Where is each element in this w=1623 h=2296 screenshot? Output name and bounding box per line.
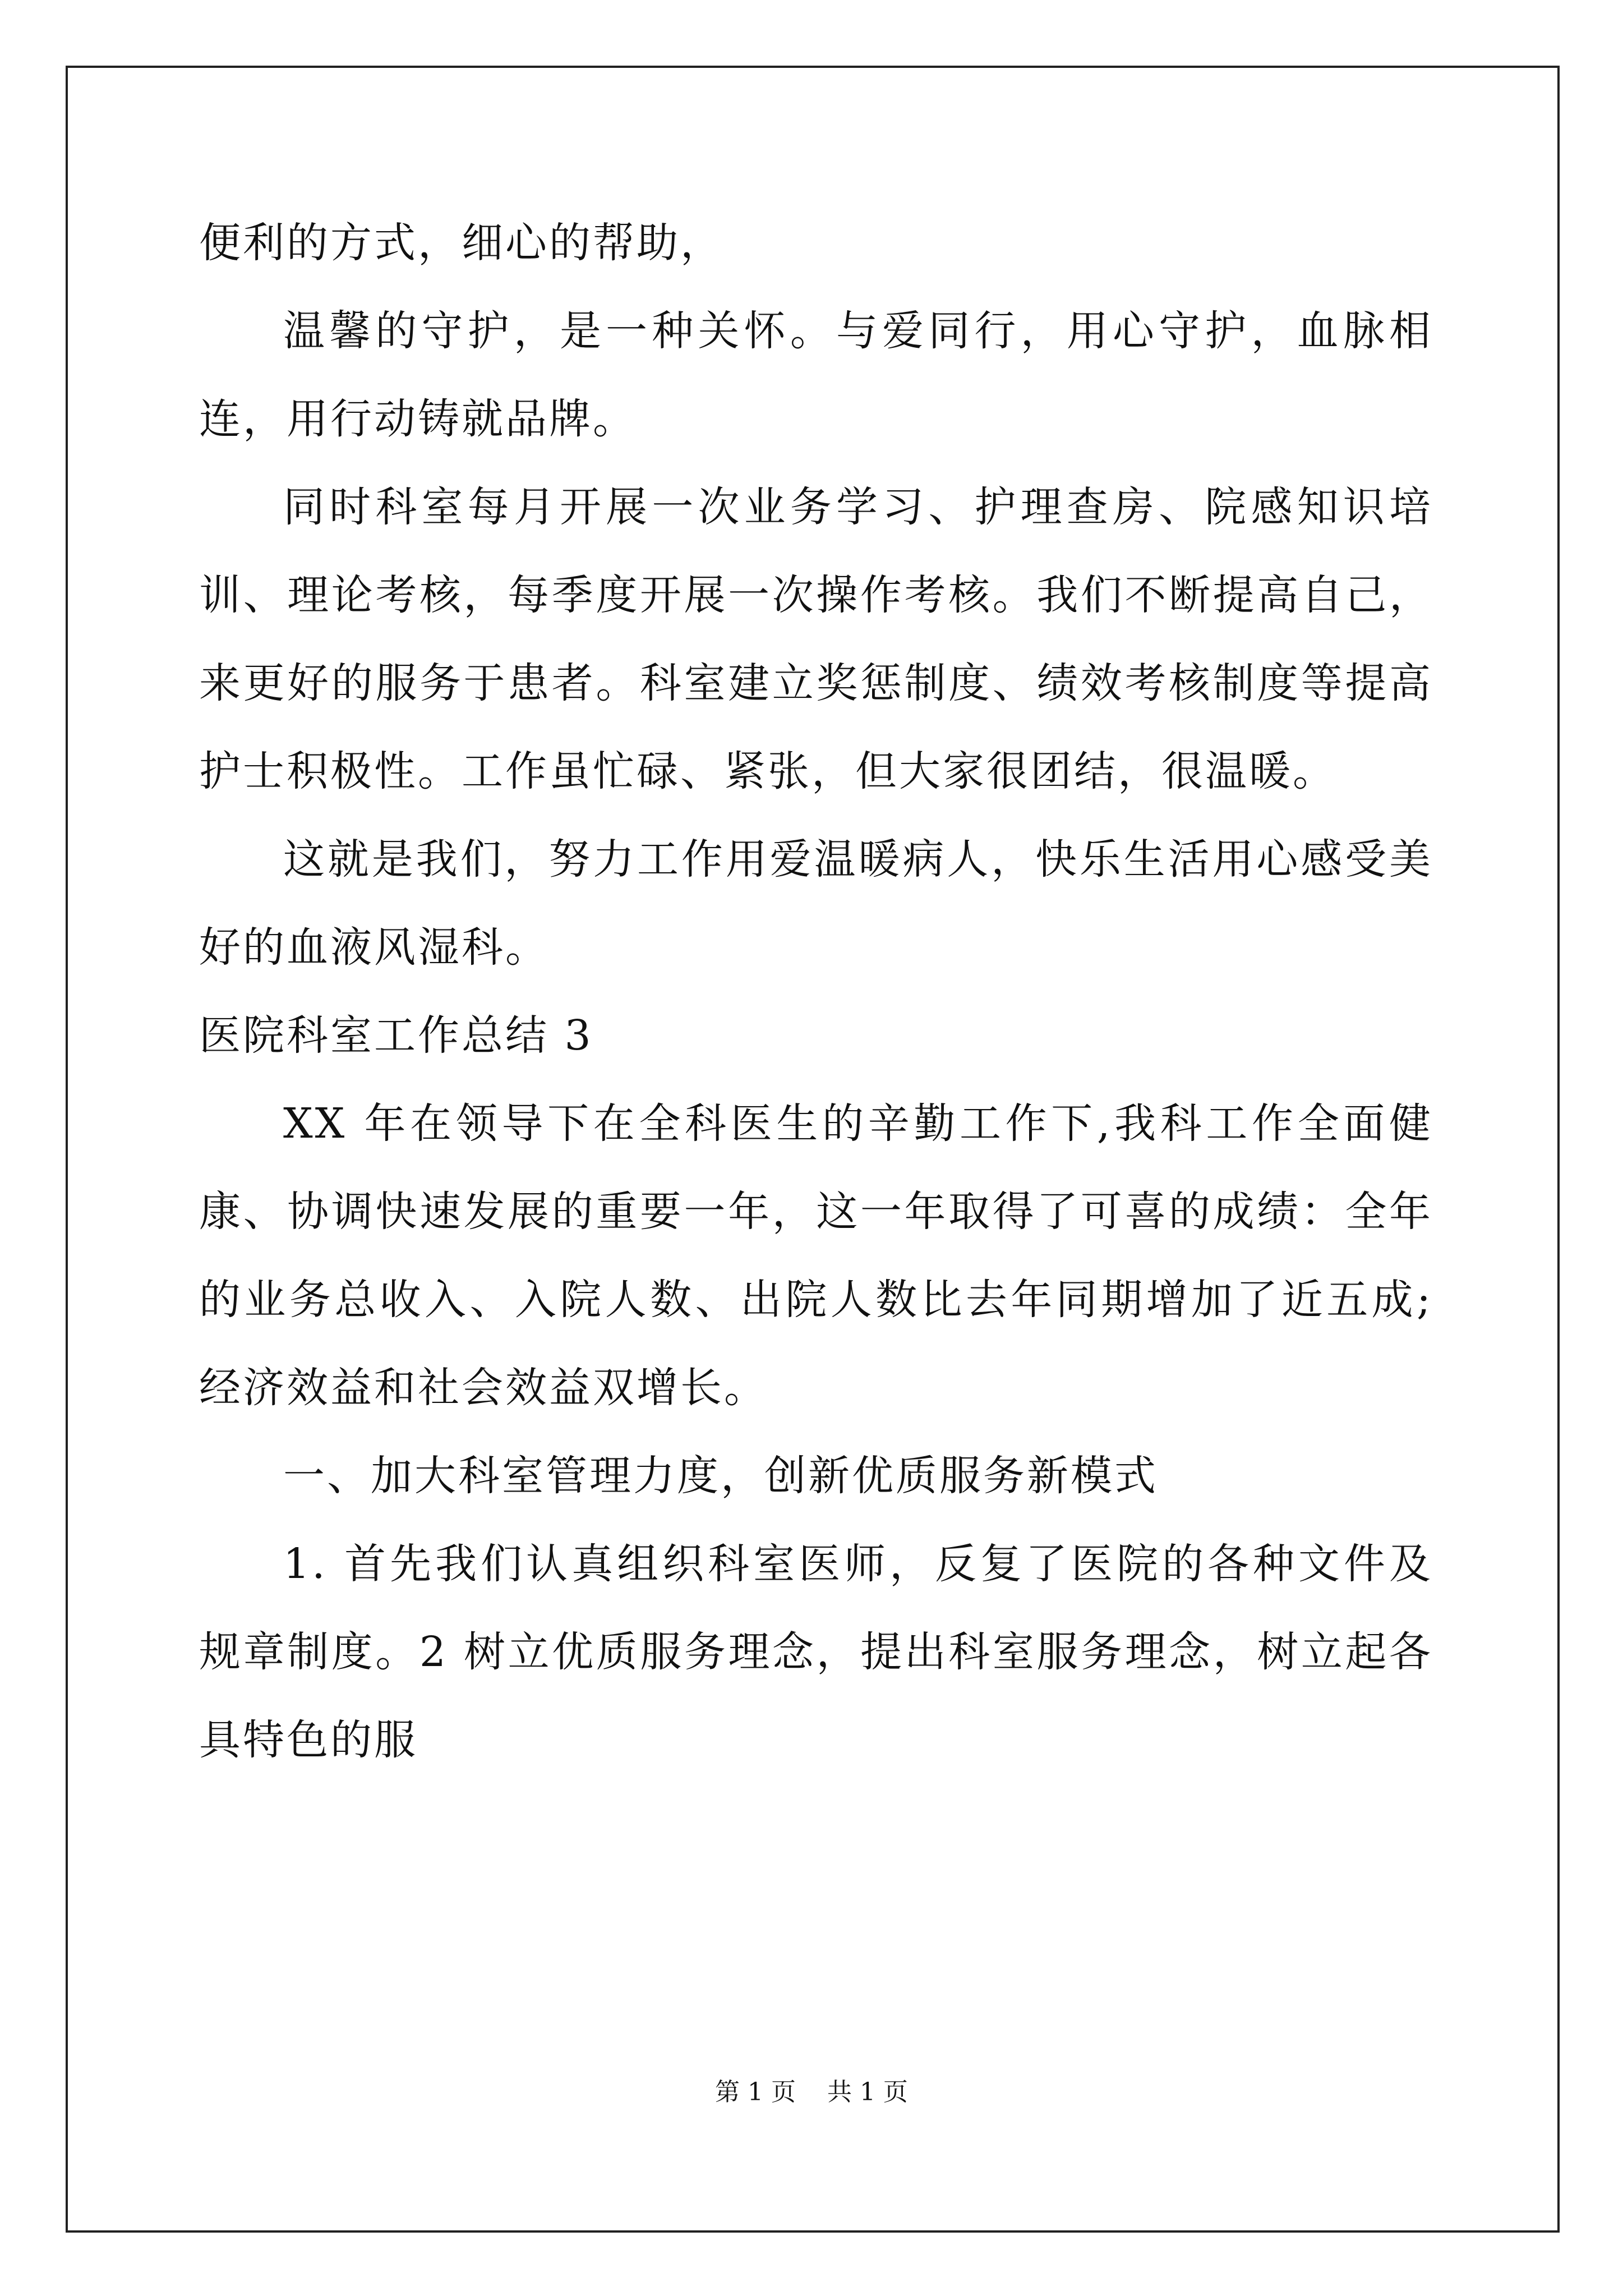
page-number-label: 第 1 页 共 1 页 [715,2078,908,2106]
page-footer [0,2076,1623,2109]
section-heading: 医院科室工作总结 3 [199,1011,593,1060]
subsection-heading: 一、加大科室管理力度，创新优质服务新模式 [283,1452,1158,1500]
document-body [199,199,1433,1784]
paragraph-1: 便利的方式，细心的帮助， [199,219,724,267]
paragraph-4: 这就是我们，努力工作用爱温暖病人，快乐生活用心感受美好的血液风湿科。 [199,835,1433,972]
paragraph-3: 同时科室每月开展一次业务学习、护理查房、院感知识培训、理论考核，每季度开展一次操作考核。我们不断提高自己，来更好的服务于患者。科室建立奖惩制度、绩效考核制度等提高护士积极性。工作虽忙碌、紧张，但大家很团结，很温暖。 [199,483,1433,795]
paragraph-2: 温馨的守护，是一种关怀。与爱同行，用心守护，血脉相连，用行动铸就品牌。 [199,307,1433,443]
paragraph-6: 1. 首先我们认真组织科室医师，反复了医院的各种文件及规章制度。2 树立优质服务理念，提出科室服务理念，树立起各具特色的服 [199,1540,1433,1764]
paragraph-5: XX 年在领导下在全科医生的辛勤工作下,我科工作全面健康、协调快速发展的重要一年，这一年取得了可喜的成绩：全年的业务总收入、入院人数、出院人数比去年同期增加了近五成;经济效益和社会效益双增长。 [199,1099,1433,1412]
